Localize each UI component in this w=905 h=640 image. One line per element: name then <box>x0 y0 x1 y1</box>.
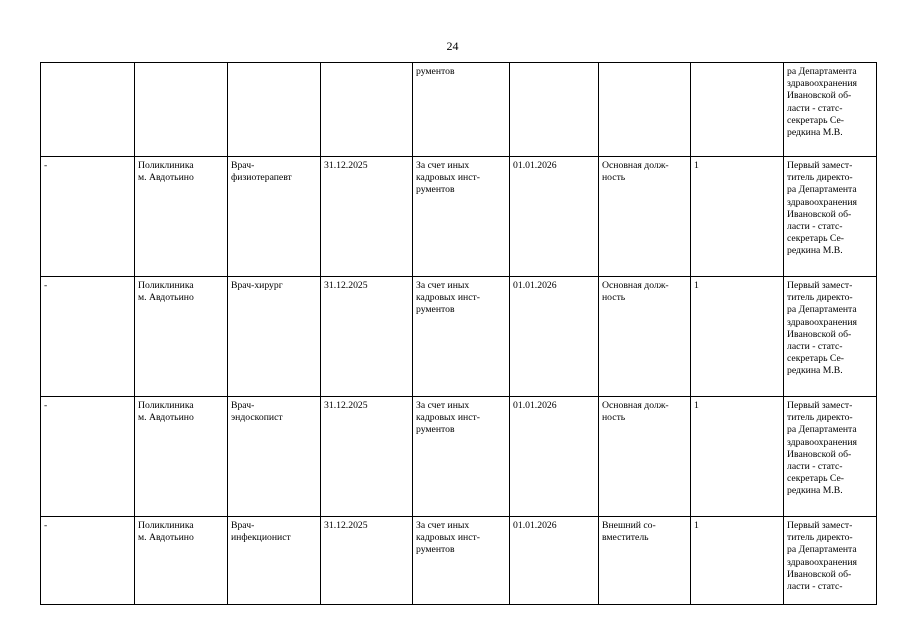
cell-line: кадровых инст- <box>416 532 480 544</box>
cell-line: эндоскопист <box>231 412 283 424</box>
table-row <box>41 397 877 517</box>
cell-line: рументов <box>416 184 455 196</box>
cell-line: Ивановской об- <box>787 208 852 220</box>
cell-position <box>228 157 321 277</box>
cell-line: Основная долж- <box>602 400 669 411</box>
cell-number: - <box>41 397 135 517</box>
cell-line: Ивановской об- <box>787 568 852 580</box>
cell-line: Первый замест- <box>787 400 853 411</box>
cell-organization <box>135 517 228 605</box>
cell-line: редкина М.В. <box>787 127 843 139</box>
cell-line: кадровых инст- <box>416 172 480 184</box>
cell-responsible <box>784 157 877 277</box>
staffing-table <box>40 62 877 605</box>
cell-line: Врач- <box>231 520 255 531</box>
cell-number <box>41 63 135 157</box>
cell-organization <box>135 397 228 517</box>
cell-source <box>413 277 510 397</box>
cell-line: титель директо- <box>787 292 853 304</box>
cell-line: редкина М.В. <box>787 245 843 257</box>
cell-line: секретарь Се- <box>787 233 845 245</box>
cell-line: Первый замест- <box>787 520 853 531</box>
cell-responsible <box>784 277 877 397</box>
cell-number: - <box>41 517 135 605</box>
cell-deadline: 31.12.2025 <box>321 397 413 517</box>
cell-line: ность <box>602 412 626 424</box>
table-row <box>41 517 877 605</box>
cell-line: ра Департамента <box>787 424 857 436</box>
cell-position <box>228 397 321 517</box>
cell-count: 1 <box>691 157 784 277</box>
cell-line: ра Департамента <box>787 304 857 316</box>
cell-line: рументов <box>416 304 455 316</box>
cell-line: Врач-хирург <box>231 280 283 291</box>
cell-line: Поликлиника <box>138 400 194 411</box>
cell-number: - <box>41 157 135 277</box>
table-row <box>41 277 877 397</box>
table-row-continued <box>41 63 877 157</box>
cell-line: За счет иных <box>416 160 470 171</box>
cell-start-date: 01.01.2026 <box>510 157 599 277</box>
cell-line: ность <box>602 172 626 184</box>
cell-line: ра Департамента <box>787 66 857 77</box>
cell-line: Ивановской об- <box>787 90 852 102</box>
cell-count: 1 <box>691 517 784 605</box>
cell-line: За счет иных <box>416 400 470 411</box>
cell-line: кадровых инст- <box>416 292 480 304</box>
cell-line: рументов <box>416 544 455 556</box>
cell-line: ласти - статс- <box>787 341 843 353</box>
cell-count: 1 <box>691 397 784 517</box>
cell-line: здравоохранения <box>787 556 857 568</box>
cell-line: рументов <box>416 66 455 77</box>
cell-start-date <box>510 63 599 157</box>
cell-start-date: 01.01.2026 <box>510 517 599 605</box>
cell-line: Врач- <box>231 400 255 411</box>
cell-line: м. Авдотьино <box>138 172 194 184</box>
cell-line: м. Авдотьино <box>138 292 194 304</box>
cell-responsible <box>784 63 877 157</box>
cell-position <box>228 63 321 157</box>
cell-deadline: 31.12.2025 <box>321 277 413 397</box>
cell-line: м. Авдотьино <box>138 532 194 544</box>
cell-line: Поликлиника <box>138 160 194 171</box>
cell-line: Ивановской об- <box>787 448 852 460</box>
cell-organization <box>135 63 228 157</box>
cell-line: здравоохранения <box>787 78 857 90</box>
cell-line: инфекционист <box>231 532 291 544</box>
cell-line: Поликлиника <box>138 520 194 531</box>
cell-source <box>413 397 510 517</box>
cell-line: здравоохранения <box>787 196 857 208</box>
cell-position <box>228 277 321 397</box>
cell-responsible <box>784 397 877 517</box>
cell-line: физиотерапевт <box>231 172 292 184</box>
cell-deadline: 31.12.2025 <box>321 517 413 605</box>
cell-line: Ивановской об- <box>787 328 852 340</box>
cell-line: Поликлиника <box>138 280 194 291</box>
cell-line: ласти - статс- <box>787 221 843 233</box>
cell-line: ласти - статс- <box>787 461 843 473</box>
cell-line: ра Департамента <box>787 184 857 196</box>
cell-line: ласти - статс- <box>787 102 843 114</box>
cell-source <box>413 63 510 157</box>
cell-organization <box>135 277 228 397</box>
cell-employment <box>599 397 691 517</box>
cell-line: рументов <box>416 424 455 436</box>
cell-organization <box>135 157 228 277</box>
cell-line: ность <box>602 292 626 304</box>
cell-count: 1 <box>691 277 784 397</box>
page-number: 24 <box>446 39 459 53</box>
cell-line: За счет иных <box>416 520 470 531</box>
cell-line: здравоохранения <box>787 436 857 448</box>
cell-line: Внешний со- <box>602 520 656 531</box>
cell-line: секретарь Се- <box>787 353 845 365</box>
cell-number: - <box>41 277 135 397</box>
cell-line: кадровых инст- <box>416 412 480 424</box>
cell-line: м. Авдотьино <box>138 412 194 424</box>
cell-line: секретарь Се- <box>787 114 845 126</box>
cell-employment <box>599 517 691 605</box>
cell-responsible <box>784 517 877 605</box>
cell-deadline: 31.12.2025 <box>321 157 413 277</box>
cell-line: секретарь Се- <box>787 473 845 485</box>
cell-line: Первый замест- <box>787 280 853 291</box>
cell-line: Основная долж- <box>602 280 669 291</box>
cell-employment <box>599 157 691 277</box>
cell-line: титель директо- <box>787 532 853 544</box>
cell-deadline <box>321 63 413 157</box>
cell-line: здравоохранения <box>787 316 857 328</box>
cell-line: ласти - статс- <box>787 581 843 593</box>
cell-line: редкина М.В. <box>787 365 843 377</box>
cell-start-date: 01.01.2026 <box>510 397 599 517</box>
cell-employment <box>599 277 691 397</box>
cell-line: титель директо- <box>787 172 853 184</box>
cell-line: редкина М.В. <box>787 485 843 497</box>
cell-line: вместитель <box>602 532 649 544</box>
cell-line: За счет иных <box>416 280 470 291</box>
cell-source <box>413 157 510 277</box>
cell-line: ра Департамента <box>787 544 857 556</box>
cell-source <box>413 517 510 605</box>
cell-employment <box>599 63 691 157</box>
table-row <box>41 157 877 277</box>
cell-line: Первый замест- <box>787 160 853 171</box>
cell-line: Основная долж- <box>602 160 669 171</box>
cell-start-date: 01.01.2026 <box>510 277 599 397</box>
cell-count <box>691 63 784 157</box>
cell-line: Врач- <box>231 160 255 171</box>
cell-position <box>228 517 321 605</box>
cell-line: титель директо- <box>787 412 853 424</box>
